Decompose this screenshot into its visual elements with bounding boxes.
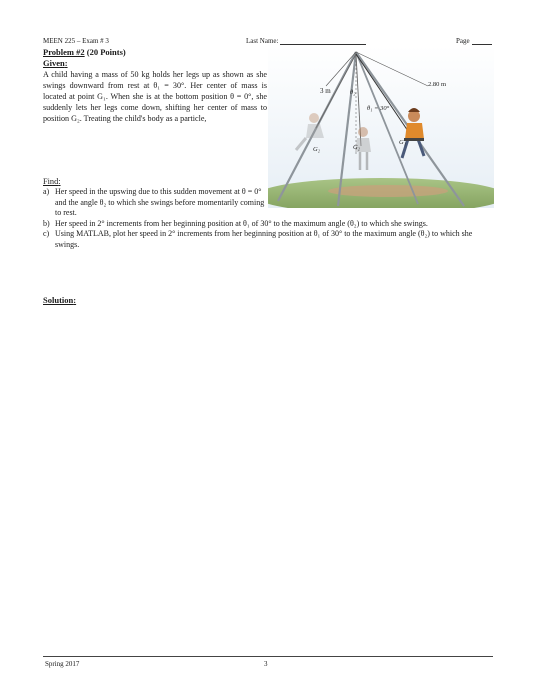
find-text-b: Her speed in 2° increments from her beginning position at θ₁ of 30° to the maximum angle (θ₂) to which she swings. [55, 218, 428, 228]
label-g2-middle: G₂ [353, 144, 360, 151]
footer-page-number: 3 [264, 660, 268, 668]
problem-title [43, 47, 126, 57]
swing-illustration [268, 46, 494, 208]
solution-heading: Solution : [43, 295, 76, 305]
find-item-a [43, 187, 270, 219]
last-name-blank [280, 37, 366, 45]
given-heading-text: Given : [43, 58, 68, 68]
given-heading [43, 58, 68, 68]
find-item-c [43, 229, 480, 250]
course-header: MEEN 225 – Exam # 3 [43, 37, 109, 45]
problem-points: (20 Points) [86, 47, 126, 57]
footer-term: Spring 2017 [45, 660, 80, 668]
find-text-c: Using MATLAB, plot her speed in 2° increments from her beginning position at θ₁ of 30° to the maximum angle (θ₂) to which she swings. [55, 229, 473, 249]
label-3m: 3 m [320, 87, 331, 95]
label-g1: G₁ [399, 139, 406, 146]
label-theta1: θ₁ = 30° [367, 105, 390, 112]
page-blank [472, 37, 492, 45]
find-heading: Find : [43, 177, 61, 186]
footer-divider [43, 656, 493, 657]
find-marker-b: b) [43, 218, 50, 228]
last-name-field [246, 37, 366, 45]
page-label: Page [456, 37, 470, 45]
find-list [43, 187, 493, 251]
find-text-a: Her speed in the upswing due to this sudden movement at θ = 0° and the angle θ₂ to which she swings before momentarily coming to rest. [55, 187, 265, 218]
find-marker-c: c) [43, 229, 50, 239]
problem-number: Problem #2 [43, 47, 85, 57]
page-field [456, 37, 492, 45]
find-marker-a: a) [43, 187, 50, 196]
swing-figure [268, 46, 494, 208]
last-name-label: Last Name: [246, 37, 279, 45]
given-paragraph: A child having a mass of 50 kg holds her legs up as shown as she swings downward from rest at θ₁ = 30°. Her center of mass is located at point G₁. When she is at the bottom position θ = 0°, she suddenly lets her legs come down, shifting her center of mass to position G₂. Treating the child's body as a particle, [43, 70, 267, 124]
label-theta2: θ₂ [350, 89, 356, 96]
label-2-80m: 2.80 m [428, 81, 447, 88]
label-g2-left: G₂ [313, 146, 320, 153]
find-item-b [43, 219, 480, 230]
